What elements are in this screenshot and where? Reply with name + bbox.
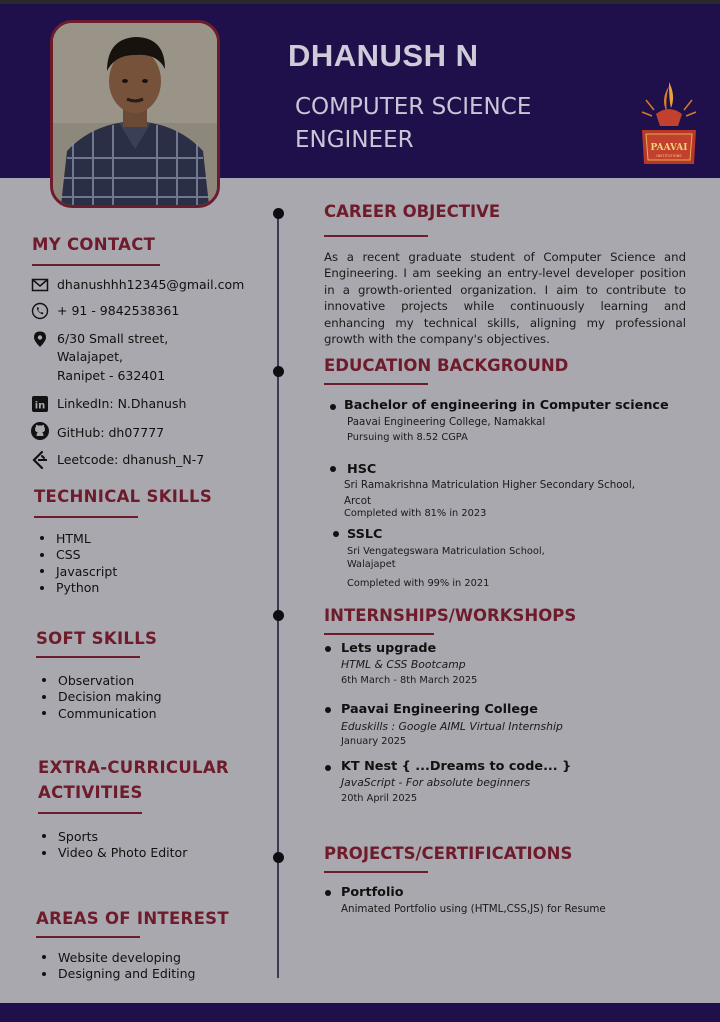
soft-skills-list [42,672,162,722]
address-line1: 6/30 Small street, [57,331,169,346]
timeline-dot [273,852,284,863]
logo-text: PAAVAI [650,143,688,153]
extracurricular-underline [38,812,142,814]
phone-icon [31,302,49,320]
internships-heading: INTERNSHIPS/WORKSHOPS [324,606,577,625]
contact-email[interactable]: dhanushhh12345@gmail.com [57,277,245,292]
education-line: Sri Ramakrishna Matriculation Higher Secondary School, [344,479,635,491]
technical-skills-underline [34,516,138,518]
internship-detail: Eduskills : Google AIML Virtual Internship [341,720,563,733]
github-icon [30,421,50,441]
education-line: Completed with 81% in 2023 [344,508,487,519]
address-line2: Walajapet, [57,349,123,364]
leetcode-link[interactable]: Leetcode: dhanush_N-7 [57,452,205,467]
role-title-line1: COMPUTER SCIENCE [295,94,532,120]
leetcode-icon [30,450,50,470]
internships-underline [324,633,434,635]
bullet-dot [325,890,331,896]
bullet-dot [325,646,331,652]
education-title: HSC [347,462,377,477]
internship-title: Paavai Engineering College [341,702,538,717]
list-item: HTML [40,530,117,547]
internship-detail: JavaScript - For absolute beginners [341,776,531,789]
bullet-dot [333,531,339,537]
list-item: Designing and Editing [42,966,196,983]
linkedin-icon [31,395,49,413]
list-item: Javascript [40,563,117,580]
objective-underline [324,235,428,237]
bullet-dot [330,404,336,410]
linkedin-link[interactable]: LinkedIn: N.Dhanush [57,396,187,411]
education-line: Paavai Engineering College, Namakkal [347,416,546,428]
bullet-dot [325,707,331,713]
bullet-dot [330,466,336,472]
project-title: Portfolio [341,885,404,900]
top-border [0,0,720,4]
extracurricular-heading-line1: EXTRA-CURRICULAR [38,758,229,777]
education-line: Sri Vengategswara Matriculation School, [347,546,545,557]
education-line: Walajapet [347,559,396,570]
education-line: Completed with 99% in 2021 [347,578,490,589]
education-title: SSLC [347,527,383,542]
education-heading: EDUCATION BACKGROUND [324,356,569,375]
role-title-line2: ENGINEER [295,127,414,153]
objective-text: As a recent graduate student of Computer Science and Engineering. I am seeking an entry-level developer position in a growth-oriented organization. I aim to contribute to innovative projects while continuously learning and enhancing my technical skills, aligning my professional growth with the company's objectives. [324,250,686,347]
list-item: Python [40,580,117,597]
timeline-dot [273,366,284,377]
interests-list [42,949,196,982]
list-item: Video & Photo Editor [42,845,187,862]
extracurricular-list [42,828,187,861]
list-item: CSS [40,547,117,564]
location-icon [31,330,49,348]
bullet-dot [325,765,331,771]
interests-underline [36,936,140,938]
list-item: Observation [42,672,162,689]
list-item: Website developing [42,949,196,966]
list-item: Decision making [42,689,162,706]
extracurricular-heading-line2: ACTIVITIES [38,783,143,802]
soft-skills-heading: SOFT SKILLS [36,629,158,648]
svg-text:in: in [34,400,46,412]
education-underline [324,383,428,385]
logo-subtext: INSTITUTIONS [656,154,682,158]
internship-title: KT Nest { ...Dreams to code... } [341,759,572,774]
technical-skills-heading: TECHNICAL SKILLS [34,487,213,506]
candidate-name: DHANUSH N [288,38,479,73]
education-title: Bachelor of engineering in Computer science [344,398,669,413]
contact-heading: MY CONTACT [32,235,156,254]
project-detail: Animated Portfolio using (HTML,CSS,JS) for Resume [341,903,606,915]
timeline-dot [273,610,284,621]
technical-skills-list [40,530,117,596]
contact-underline [32,264,160,266]
education-line: Arcot [344,495,372,507]
internship-detail: HTML & CSS Bootcamp [341,658,466,671]
address-line3: Ranipet - 632401 [57,368,166,383]
objective-heading: CAREER OBJECTIVE [324,202,501,221]
footer-band [0,1003,720,1022]
internship-date: 6th March - 8th March 2025 [341,675,478,686]
list-item: Sports [42,828,187,845]
interests-heading: AREAS OF INTEREST [36,909,229,928]
soft-skills-underline [36,656,140,658]
contact-phone: + 91 - 9842538361 [57,303,180,318]
timeline-line [277,212,279,978]
profile-photo [50,20,220,208]
timeline-dot [273,208,284,219]
github-link[interactable]: GitHub: dh07777 [57,425,165,440]
projects-underline [324,871,428,873]
internship-title: Lets upgrade [341,641,437,656]
list-item: Communication [42,705,162,722]
paavai-logo [638,80,700,168]
mail-icon [31,276,49,294]
internship-date: January 2025 [341,736,407,747]
education-line: Pursuing with 8.52 CGPA [347,432,468,443]
projects-heading: PROJECTS/CERTIFICATIONS [324,844,573,863]
internship-date: 20th April 2025 [341,793,418,804]
